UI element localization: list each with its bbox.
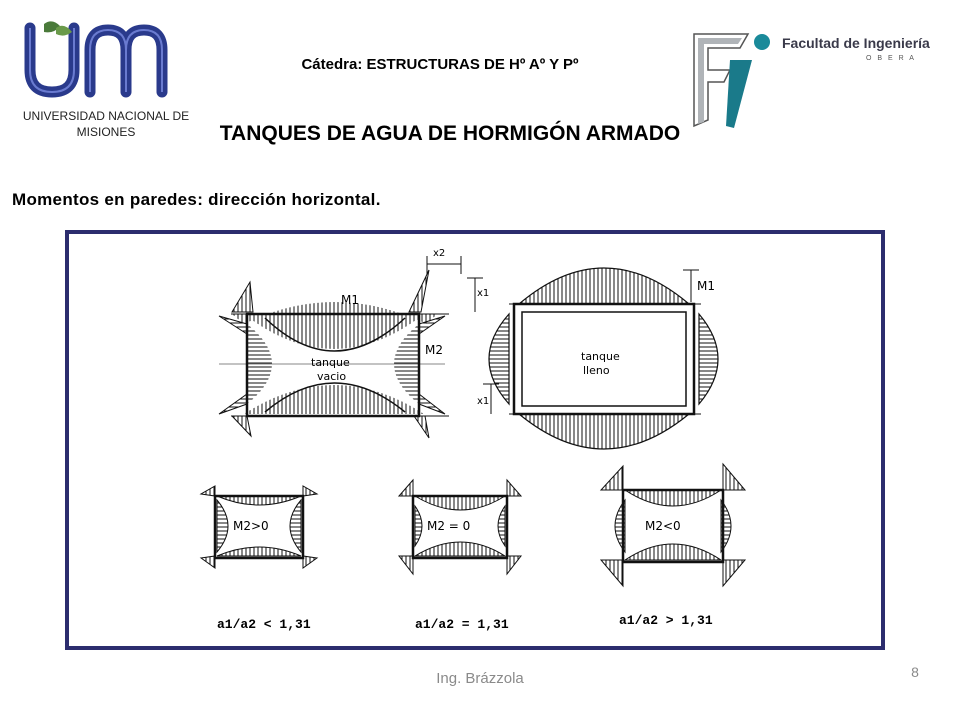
- empty-tank-diagram: [219, 248, 489, 438]
- x1-label: x1: [477, 288, 490, 299]
- empty-tank-label-2: vacio: [317, 370, 347, 383]
- slide-subtitle: Momentos en paredes: dirección horizontal.: [12, 190, 381, 209]
- faculty-logo: [690, 30, 940, 130]
- full-tank-label-1: tanque: [581, 350, 620, 363]
- university-name: UNIVERSIDAD NACIONAL DE MISIONES: [22, 109, 190, 139]
- moment-label-2: M2 = 0: [427, 519, 471, 533]
- m2-label: M2: [425, 343, 443, 357]
- full-tank-label-2: lleno: [583, 364, 610, 377]
- slide-title: TANQUES DE AGUA DE HORMIGÓN ARMADO: [219, 122, 681, 145]
- page-number: 8: [911, 664, 919, 680]
- faculty-logo-text: Facultad de Ingeniería: [782, 35, 930, 51]
- full-tank-diagram: [477, 268, 718, 449]
- moment-label-3: M2<0: [645, 519, 681, 533]
- small-diagram-2: [399, 480, 521, 632]
- course-name: Cátedra: ESTRUCTURAS DE Hº Aº Y Pº: [301, 56, 579, 73]
- faculty-logo-sub: O B E R A: [866, 55, 916, 62]
- small-diagram-1: [201, 486, 317, 632]
- university-logo: [18, 18, 178, 102]
- m1-label: M1: [341, 293, 359, 307]
- footer-author: Ing. Brázzola: [436, 670, 524, 687]
- m1-label-full: M1: [697, 279, 715, 293]
- x1-label-full: x1: [477, 396, 490, 407]
- moment-label-1: M2>0: [233, 519, 269, 533]
- small-diagram-3: [601, 464, 745, 628]
- ratio-label-2: a1/a2 = 1,31: [415, 617, 509, 632]
- x2-label: x2: [433, 248, 446, 259]
- ratio-label-3: a1/a2 > 1,31: [619, 613, 713, 628]
- moment-diagram-figure: [65, 230, 885, 650]
- ratio-label-1: a1/a2 < 1,31: [217, 617, 311, 632]
- empty-tank-label-1: tanque: [311, 356, 350, 369]
